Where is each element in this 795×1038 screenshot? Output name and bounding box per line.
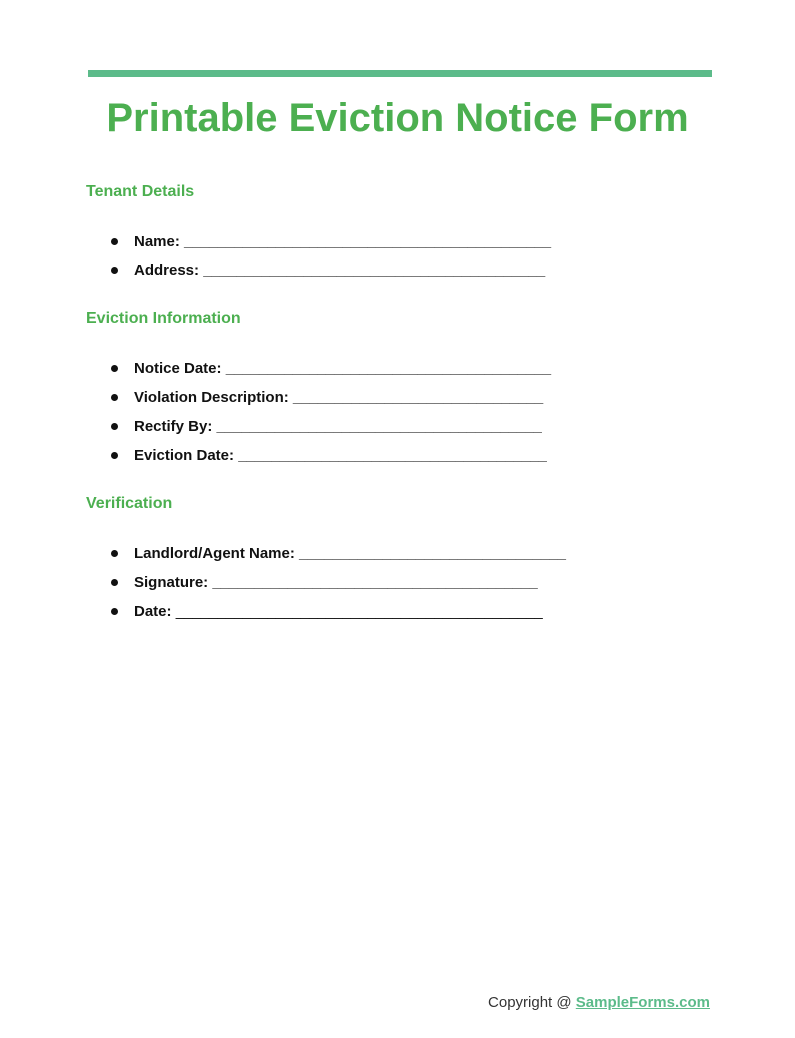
field-label: Violation Description: bbox=[134, 389, 293, 406]
footer-copyright bbox=[488, 993, 710, 1013]
field-label: Notice Date: bbox=[134, 360, 226, 377]
footer-brand-link[interactable]: SampleForms.com bbox=[575, 994, 710, 1011]
field-landlord-agent-name bbox=[108, 539, 566, 568]
field-blank[interactable]: ____________________________________________ bbox=[175, 603, 543, 620]
bullet-icon bbox=[111, 579, 118, 586]
field-address bbox=[108, 256, 551, 285]
field-notice-date bbox=[108, 354, 551, 383]
bullet-icon bbox=[111, 394, 118, 401]
field-date bbox=[108, 597, 566, 626]
bullet-icon bbox=[111, 452, 118, 459]
field-blank[interactable]: _______________________________________ bbox=[225, 360, 552, 377]
section-eviction-information bbox=[86, 309, 726, 464]
field-label: Signature: bbox=[134, 574, 213, 591]
footer-prefix: Copyright @ bbox=[488, 994, 576, 1011]
field-label: Rectify By: bbox=[134, 418, 217, 435]
bullet-icon bbox=[111, 423, 118, 430]
field-blank[interactable]: _____________________________________ bbox=[238, 447, 547, 464]
field-violation-description bbox=[108, 383, 551, 412]
field-label: Eviction Date: bbox=[134, 447, 239, 464]
bullet-icon bbox=[111, 550, 118, 557]
field-list bbox=[108, 227, 551, 285]
field-label: Landlord/Agent Name: bbox=[134, 545, 300, 562]
field-list bbox=[108, 539, 566, 626]
bullet-icon bbox=[111, 608, 118, 615]
section-verification bbox=[86, 494, 726, 620]
field-label: Name: bbox=[134, 233, 185, 250]
field-list bbox=[108, 354, 551, 470]
page-title: Printable Eviction Notice Form bbox=[106, 96, 689, 140]
top-rule bbox=[88, 70, 712, 77]
bullet-icon bbox=[111, 267, 118, 274]
field-blank[interactable]: ________________________________ bbox=[299, 545, 566, 562]
field-blank[interactable]: ______________________________ bbox=[292, 389, 544, 406]
field-label: Date: bbox=[134, 603, 176, 620]
field-eviction-date bbox=[108, 441, 551, 470]
field-blank[interactable]: _______________________________________ bbox=[216, 418, 542, 435]
section-tenant-details bbox=[86, 182, 726, 279]
section-heading: Eviction Information bbox=[86, 310, 241, 327]
field-blank[interactable]: ____________________________________________ bbox=[184, 233, 552, 250]
field-blank[interactable]: _______________________________________ bbox=[212, 574, 538, 591]
bullet-icon bbox=[111, 238, 118, 245]
section-heading: Verification bbox=[86, 495, 173, 512]
bullet-icon bbox=[111, 365, 118, 372]
field-rectify-by bbox=[108, 412, 551, 441]
field-blank[interactable]: _________________________________________ bbox=[203, 262, 546, 279]
section-heading: Tenant Details bbox=[86, 183, 195, 200]
field-name bbox=[108, 227, 551, 256]
field-signature bbox=[108, 568, 566, 597]
field-label: Address: bbox=[134, 262, 204, 279]
